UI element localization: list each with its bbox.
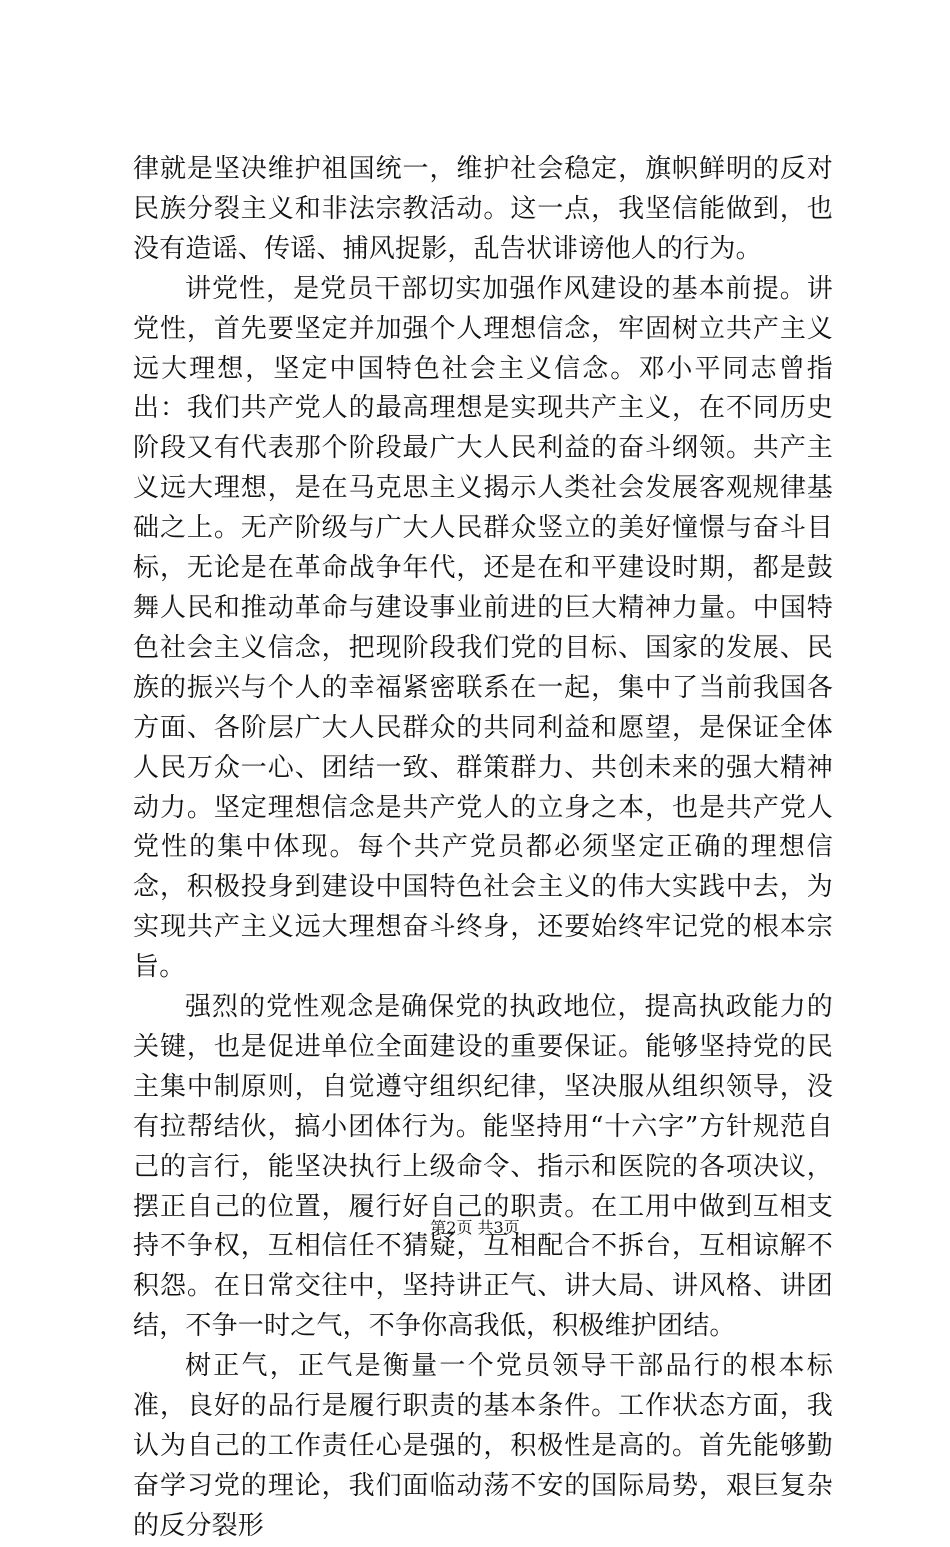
- paragraph-party-spirit: 讲党性，是党员干部切实加强作风建设的基本前提。讲党性，首先要坚定并加强个人理想信念，牢固树立共产主义远大理想，坚定中国特色社会主义信念。邓小平同志曾指出：我们共产党人的最高理想是实现共产主义，在不同历史阶段又有代表那个阶段最广大人民利益的奋斗纲领。共产主义远大理想，是在马克思主义揭示人类社会发展客观规律基础之上。无产阶级与广大人民群众竖立的美好憧憬与奋斗目标，无论是在革命战争年代，还是在和平建设时期，都是鼓舞人民和推动革命与建设事业前进的巨大精神力量。中国特色社会主义信念，把现阶段我们党的目标、国家的发展、民族的振兴与个人的幸福紧密联系在一起，集中了当前我国各方面、各阶层广大人民群众的共同利益和愿望，是保证全体人民万众一心、团结一致、群策群力、共创未来的强大精神动力。坚定理想信念是共产党人的立身之本，也是共产党人党性的集中体现。每个共产党员都必须坚定正确的理想信念，积极投身到建设中国特色社会主义的伟大实践中去，为实现共产主义远大理想奋斗终身，还要始终牢记党的根本宗旨。: [133, 273, 833, 983]
- paragraph-integrity: 树正气，正气是衡量一个党员领导干部品行的根本标准，良好的品行是履行职责的基本条件。工作状态方面，我认为自己的工作责任心是强的，积极性是高的。首先能够勤奋学习党的理论，我们面临动荡不安的国际局势，艰巨复杂的反分裂形: [133, 1351, 833, 1541]
- paragraph-party-concept: 强烈的党性观念是确保党的执政地位，提高执政能力的关键，也是促进单位全面建设的重要保证。能够坚持党的民主集中制原则，自觉遵守组织纪律，坚决服从组织领导，没有拉帮结伙，搞小团体行为。能坚持用“十六字”方针规范自己的言行，能坚决执行上级命令、指示和医院的各项决议，摆正自己的位置，履行好自己的职责。在工用中做到互相支持不争权，互相信任不猜疑，互相配合不拆台，互相谅解不积怨。在日常交往中，坚持讲正气、讲大局、讲风格、讲团结，不争一时之气，不争你高我低，积极维护团结。: [133, 992, 833, 1342]
- paragraph-continuation: 律就是坚决维护祖国统一，维护社会稳定，旗帜鲜明的反对民族分裂主义和非法宗教活动。这一点，我坚信能做到，也没有造谣、传谣、捕风捉影，乱告状诽谤他人的行为。: [133, 154, 833, 264]
- document-body: [133, 150, 833, 1547]
- page-footer: 第2页 共3页: [430, 1218, 520, 1237]
